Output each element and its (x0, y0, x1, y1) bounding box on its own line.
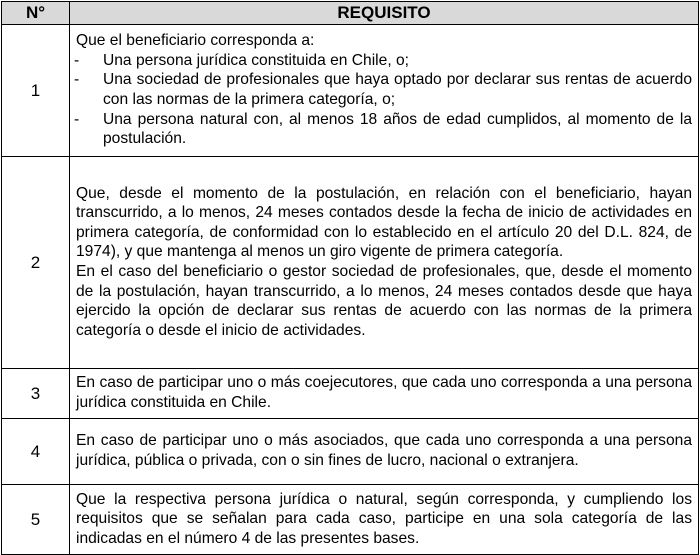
table-row (2, 485, 699, 555)
table-row (2, 369, 699, 419)
requirement-cell (70, 369, 699, 419)
row-number: 3 (2, 369, 70, 419)
dash-bullet: - (74, 51, 80, 69)
table-row (2, 419, 699, 485)
list-item-text: Una sociedad de profesionales que haya optado por declarar sus rentas de acuerdo con las normas de la primera categoría, o; (103, 71, 692, 108)
header-number: N° (2, 2, 70, 25)
row-number: 4 (2, 419, 70, 485)
dash-bullet: - (74, 110, 80, 128)
requirement-cell (70, 25, 699, 157)
list-item-text: Una persona natural con, al menos 18 años de edad cumplidos, al momento de la postulación. (103, 110, 692, 148)
table-row (2, 25, 699, 157)
requirement-intro: Que el beneficiario corresponda a: (76, 32, 315, 50)
row-number: 1 (2, 25, 70, 157)
requirement-cell (70, 419, 699, 485)
row-number: 2 (2, 157, 70, 369)
row-number: 5 (2, 485, 70, 555)
header-requirement: REQUISITO (70, 2, 699, 25)
requirement-text: En caso de participar uno o más coejecutores, que cada uno corresponda a una persona jurídica constituida en Chile. (76, 374, 692, 411)
requirements-table (1, 1, 699, 555)
dash-bullet: - (74, 71, 80, 89)
requirement-text: Que la respectiva persona jurídica o natural, según corresponda, y cumpliendo los requisitos que se señalan para cada caso, participe en una sola categoría de las indicadas en el número 4 de las presentes bases. (76, 490, 692, 547)
list-item (76, 70, 692, 109)
list-item (76, 110, 692, 149)
header-row (2, 2, 699, 25)
requirement-text: En caso de participar uno o más asociados, que cada uno corresponda a una persona jurídica, pública o privada, con o sin fines de lucro, nacional o extranjera. (76, 432, 692, 469)
requirement-cell (70, 157, 699, 369)
requirement-list (76, 51, 692, 149)
requirement-cell (70, 485, 699, 555)
requirement-paragraph: Que, desde el momento de la postulación, en relación con el beneficiario, hayan transcurrido, a lo menos, 24 meses contados desde la fecha de inicio de actividades en primera categoría, de conformidad con lo establecido en el artículo 20 del D.L. 824, de 1974), y que mantenga al menos un giro vigente de primera categoría. (76, 184, 692, 261)
list-item-text: Una persona jurídica constituida en Chile, o; (103, 51, 409, 69)
requirement-paragraph: En el caso del beneficiario o gestor sociedad de profesionales, que, desde el momento de la postulación, hayan transcurrido, a lo menos, 24 meses contados desde que haya ejercido la opción de declarar sus rentas de acuerdo con las normas de la primera categoría o desde el inicio de actividades. (76, 263, 692, 339)
list-item (76, 51, 692, 71)
table-row (2, 157, 699, 369)
